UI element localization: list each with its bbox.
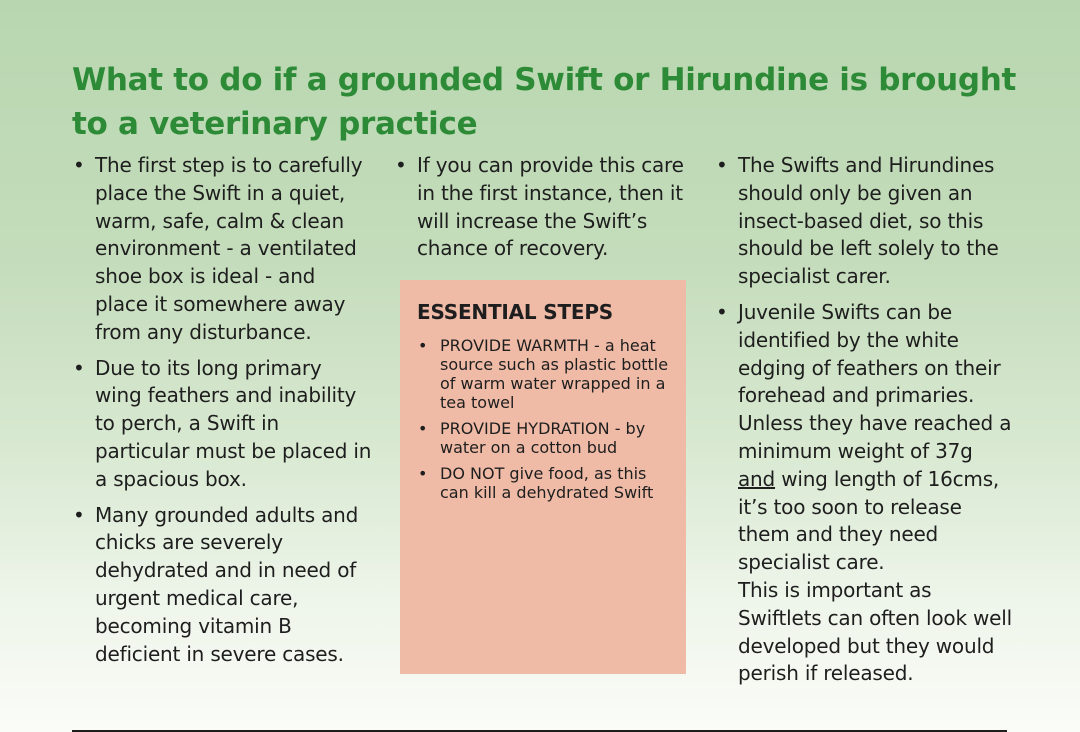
right-bullet-list xyxy=(715,152,1015,688)
bullet-recovery: • If you can provide this care in the first instance, then it will increase the Swift’s chance of recovery. xyxy=(394,152,694,263)
step-hydration: • PROVIDE HYDRATION - by water on a cotton bud xyxy=(417,419,672,457)
middle-bullet-list xyxy=(394,152,694,263)
essential-steps-list xyxy=(417,336,672,502)
underlined-and: and xyxy=(738,466,776,491)
page-title: What to do if a grounded Swift or Hirundine is brought to a veterinary practice xyxy=(72,62,1017,142)
bullet-spacious-box: • Due to its long primary wing feathers and inability to perch, a Swift in particular must be placed in a spacious box. xyxy=(72,355,372,494)
juvenile-text-continuation: This is important as Swiftlets can often look well developed but they would perish if released. xyxy=(738,577,1012,686)
column-right xyxy=(715,152,1015,696)
step-warmth: • PROVIDE WARMTH - a heat source such as plastic bottle of warm water wrapped in a tea towel xyxy=(417,336,672,412)
column-left xyxy=(72,152,372,676)
essential-steps-box xyxy=(400,280,686,674)
bullet-diet: • The Swifts and Hirundines should only be given an insect-based diet, so this should be left solely to the specialist carer. xyxy=(715,152,1015,291)
column-middle xyxy=(394,152,694,271)
bullet-dehydration: • Many grounded adults and chicks are severely dehydrated and in need of urgent medical care, becoming vitamin B deficient in severe cases. xyxy=(72,502,372,669)
bullet-placement: • The first step is to carefully place the Swift in a quiet, warm, safe, calm & clean environment - a ventilated shoe box is ideal - and place it somewhere away from any disturbance. xyxy=(72,152,372,347)
juvenile-text-part2: wing length of 16cms, it’s too soon to release them and they need specialist care. xyxy=(738,466,1000,575)
juvenile-text-part1: Juvenile Swifts can be identified by the white edging of feathers on their forehead and primaries. Unless they have reached a minimum weight of 37g xyxy=(738,299,1012,463)
essential-steps-heading: ESSENTIAL STEPS xyxy=(417,300,614,324)
step-no-food: • DO NOT give food, as this can kill a dehydrated Swift xyxy=(417,464,672,502)
left-bullet-list xyxy=(72,152,372,668)
bullet-juvenile-swifts xyxy=(715,299,1015,688)
